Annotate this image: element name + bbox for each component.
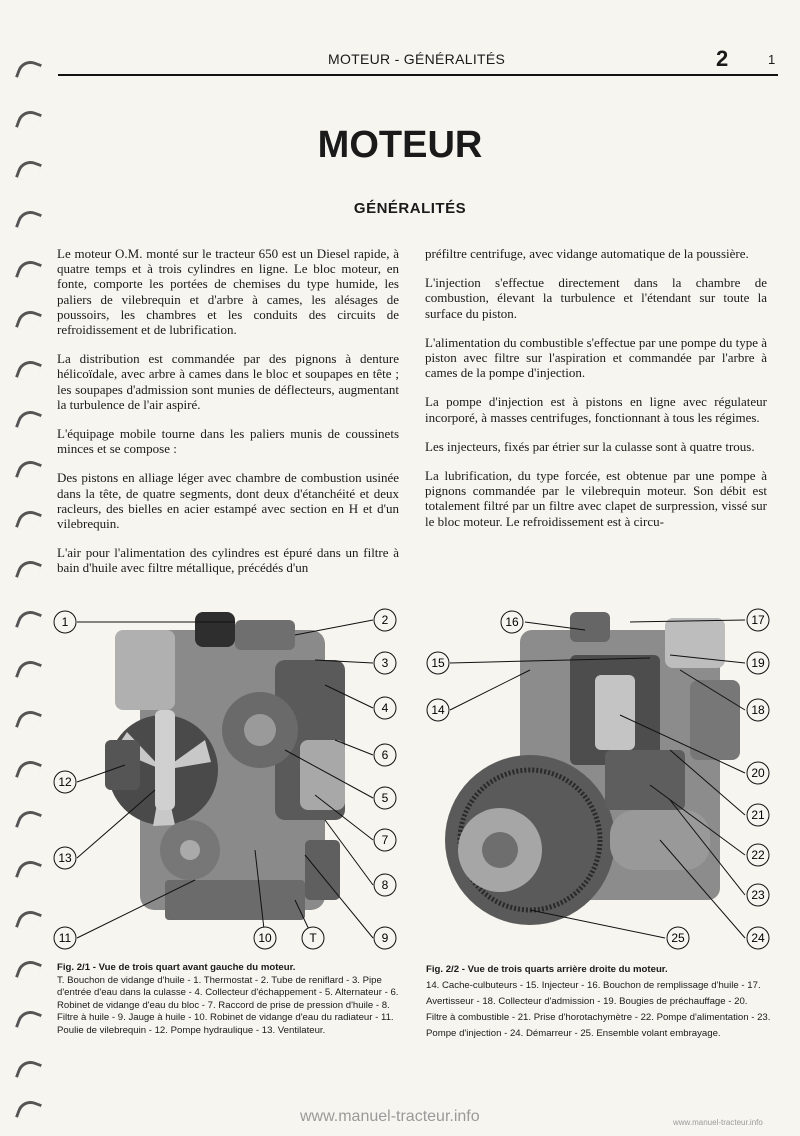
- right-text-column: [425, 246, 767, 543]
- header-page-number: 1: [768, 52, 776, 67]
- paragraph: préfiltre centrifuge, avec vidange automatique de la poussière.: [425, 246, 749, 261]
- svg-text:2: 2: [381, 613, 389, 627]
- callout-9: [374, 927, 396, 949]
- callout-20: [747, 762, 769, 784]
- paragraph: Les injecteurs, fixés par étrier sur la culasse sont à quatre trous.: [425, 438, 755, 454]
- callout-22: [747, 844, 769, 866]
- svg-text:T: T: [309, 931, 317, 945]
- callout-23: [747, 884, 769, 906]
- svg-text:10: 10: [258, 931, 272, 945]
- svg-text:14: 14: [431, 703, 445, 717]
- callout-4: [374, 697, 396, 719]
- svg-text:23: 23: [751, 888, 765, 902]
- figure-engine-rear-right: [420, 600, 780, 955]
- binder-rings: [14, 60, 44, 1120]
- callout-18: [747, 699, 769, 721]
- svg-text:16: 16: [505, 615, 519, 629]
- svg-text:4: 4: [381, 701, 389, 715]
- paragraph: L'alimentation du combustible s'effectue par une pompe du type à piston avec filtre sur l'aspiration et commandée par l'arbre à cames de la pompe d'injection.: [425, 334, 767, 381]
- svg-text:17: 17: [751, 613, 765, 627]
- callout-t: [302, 927, 324, 949]
- callout-6: [374, 744, 396, 766]
- callout-13: [54, 847, 76, 869]
- engine-photo: [105, 612, 345, 920]
- engine-rear-right-illustration: [420, 600, 780, 955]
- paragraph: L'air pour l'alimentation des cylindres est épuré dans un filtre à bain d'huile avec filtre métallique, précédés d'un: [57, 545, 399, 576]
- figure-caption-2-1: [57, 962, 402, 1038]
- svg-text:9: 9: [381, 931, 389, 945]
- svg-text:3: 3: [381, 656, 389, 670]
- footer-watermark[interactable]: www.manuel-tracteur.info: [300, 1108, 480, 1125]
- paragraph: L'injection s'effectue directement dans la chambre de combustion, élevant la turbulence et l'étendant sur toute la surface du piston.: [425, 275, 767, 321]
- callout-7: [374, 829, 396, 851]
- callout-16: [501, 611, 523, 633]
- callout-21: [747, 804, 769, 826]
- svg-text:22: 22: [751, 848, 765, 862]
- svg-text:8: 8: [381, 878, 389, 892]
- svg-text:1: 1: [61, 615, 69, 629]
- callout-11: [54, 927, 76, 949]
- callout-24: [747, 927, 769, 949]
- paragraph: La pompe d'injection est à pistons en ligne avec régulateur incorporé, à masses centrifuges, fonctionnant à tous les régimes.: [425, 394, 767, 425]
- svg-text:5: 5: [381, 791, 389, 805]
- page-subtitle: GÉNÉRALITÉS: [353, 200, 467, 217]
- callout-17: [747, 609, 769, 631]
- caption-text: 14. Cache-culbuteurs - 15. Injecteur - 16. Bouchon de remplissage d'huile - 17. Avertisseur - 18. Collecteur d'admission - 19. Bougies de préchauffage - 20. Filtre à combustible - 21. Prise d'horotachymètre - 22. Pompe d'alimentation - 23. Pompe d'injection - 24. Démarreur - 25. Ensemble volant embrayage.: [426, 980, 771, 1039]
- footer-watermark-small[interactable]: www.manuel-tracteur.info: [673, 1118, 763, 1127]
- left-text-column: [57, 246, 399, 590]
- header-chapter-number: 2: [716, 46, 729, 71]
- svg-text:11: 11: [58, 931, 72, 945]
- callout-25: [667, 927, 689, 949]
- svg-text:12: 12: [58, 775, 72, 789]
- callout-14: [427, 699, 449, 721]
- callout-8: [374, 874, 396, 896]
- header-section: MOTEUR - GÉNÉRALITÉS: [328, 51, 506, 67]
- engine-front-left-illustration: [45, 600, 405, 955]
- figure-caption-2-2: [426, 962, 771, 1042]
- callout-10: [254, 927, 276, 949]
- svg-text:20: 20: [751, 766, 765, 780]
- caption-text: T. Bouchon de vidange d'huile - 1. Thermostat - 2. Tube de reniflard - 3. Pipe d'entrée d'eau dans la culasse - 4. Collecteur d'échappement - 5. Alternateur - 6. Robinet de vidange d'eau du bloc - 7. Raccord de prise de pression d'huile - 8. Filtre à huile - 9. Jauge à huile - 10. Robinet de vidange d'eau du radiateur - 11. Poulie de vilebrequin - 12. Pompe hydraulique - 13. Ventilateur.: [57, 974, 399, 1036]
- callout-15: [427, 652, 449, 674]
- svg-text:18: 18: [751, 703, 765, 717]
- paragraph: Des pistons en alliage léger avec chambre de combustion usinée dans la tête, de quatre segments, dont deux d'étanchéité et deux racleurs, des bielles en acier estampé avec section en H et d'un vilebrequin.: [57, 470, 399, 532]
- page-title: MOTEUR: [317, 124, 483, 166]
- svg-text:6: 6: [381, 748, 389, 762]
- caption-title: Fig. 2/2 - Vue de trois quarts arrière droite du moteur.: [426, 964, 668, 975]
- paragraph: Le moteur O.M. monté sur le tracteur 650 est un Diesel rapide, à quatre temps et à trois cylindres en ligne. Le bloc moteur, en fonte, comporte les portées de chemises du type humide, les paliers de vilebrequin et d'arbre à cames, les alésages de poussoirs, les chambres et les conduits des circuits de refroidissement et de lubrification.: [57, 246, 399, 338]
- paragraph: La distribution est commandée par des pignons à denture hélicoïdale, avec arbre à cames dans le bloc et soupapes en tête ; les soupapes d'admission sont munies de déflecteurs, augmentant la turbulence de l'air aspiré.: [57, 351, 399, 412]
- callout-2: [374, 609, 396, 631]
- svg-text:13: 13: [58, 851, 72, 865]
- figure-engine-front-left: [45, 600, 405, 955]
- callout-3: [374, 652, 396, 674]
- callout-19: [747, 652, 769, 674]
- callout-12: [54, 771, 76, 793]
- svg-text:25: 25: [671, 931, 685, 945]
- paragraph: L'équipage mobile tourne dans les paliers munis de coussinets minces et se compose :: [57, 426, 399, 457]
- paragraph: La lubrification, du type forcée, est obtenue par une pompe à pignons commandée par le vilebrequin moteur. Son débit est totalement filtré par un filtre avec clapet de surpression, vissé sur le bloc moteur. Le refroidissement est à circu-: [425, 468, 767, 529]
- callout-5: [374, 787, 396, 809]
- callout-1: [54, 611, 76, 633]
- page-header: [58, 48, 778, 76]
- svg-text:19: 19: [751, 656, 765, 670]
- caption-title: Fig. 2/1 - Vue de trois quart avant gauche du moteur.: [57, 962, 296, 973]
- svg-text:24: 24: [751, 931, 765, 945]
- svg-text:21: 21: [751, 808, 765, 822]
- svg-text:15: 15: [431, 656, 445, 670]
- svg-text:7: 7: [381, 833, 389, 847]
